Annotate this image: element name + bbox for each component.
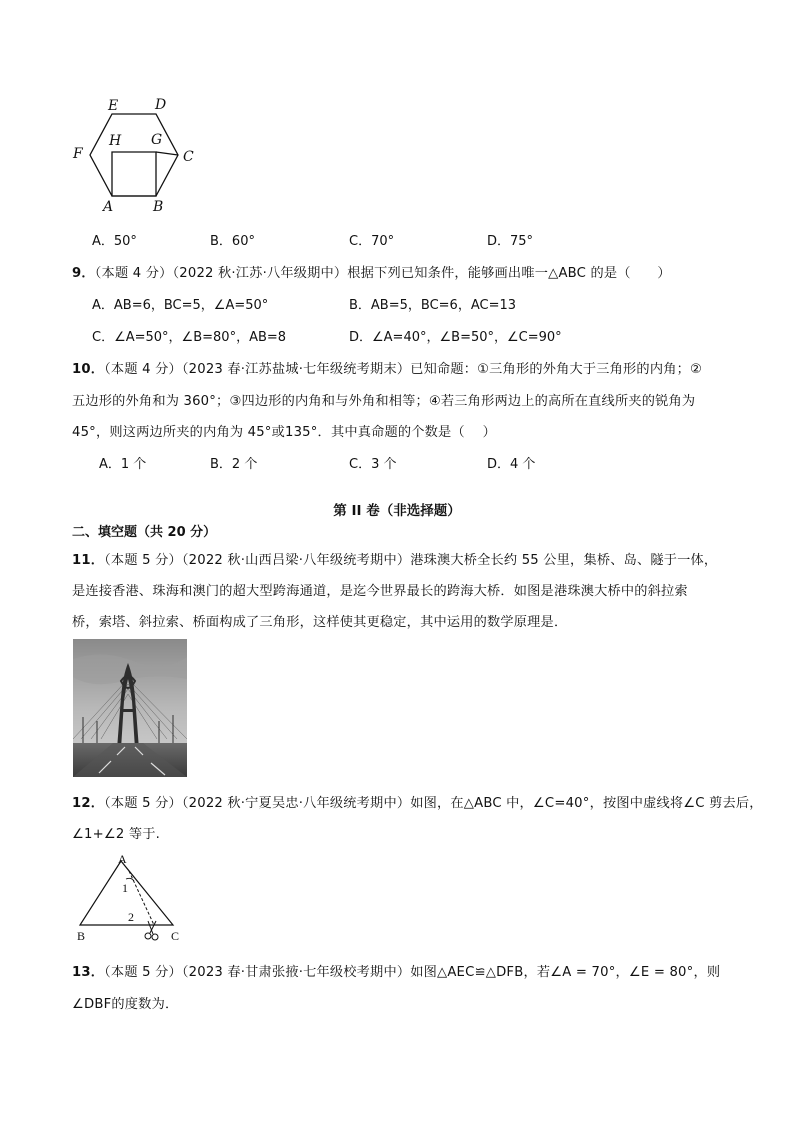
tri-label-c: C: [171, 929, 180, 943]
section-fill-in-heading: 二、填空题（共 20 分）: [72, 525, 217, 540]
square-shape: [112, 152, 156, 196]
q13-number: 13．: [72, 965, 105, 980]
q13-line-1: [72, 961, 720, 980]
q11-line-2: 是连接香港、珠海和澳门的超大型跨海通道，是迄今世界最长的跨海大桥．如图是港珠澳大桥中的斜拉索: [72, 584, 688, 599]
bridge-photo: [73, 639, 187, 777]
q10-option-b: B．2 个: [210, 457, 258, 472]
hexagon-shape: [90, 114, 178, 196]
q9-stem: [72, 262, 671, 281]
q8-option-d: D．75°: [487, 234, 534, 249]
q9-option-a: A．AB=6，BC=5，∠A=50°: [92, 298, 269, 313]
q9-option-d: D．∠A=40°，∠B=50°，∠C=90°: [349, 330, 562, 345]
q10-option-a: A．1 个: [99, 457, 147, 472]
q10-line-2: 五边形的外角和为 360°；③四边形的内角和与外角和相等；④若三角形两边上的高所在直线所夹的锐角为: [72, 394, 696, 409]
tri-label-a: A: [118, 852, 127, 866]
q11-number: 11．: [72, 553, 105, 568]
label-d: D: [155, 97, 167, 113]
label-g: G: [151, 132, 163, 148]
q8-option-b: B．60°: [210, 234, 255, 249]
q11-text-1: （本题 5 分）（2022 秋·山西吕梁·八年级统考期中）港珠澳大桥全长约 55 公里，集桥、岛、隧于一体，: [104, 553, 718, 568]
q10-line-1: [72, 358, 702, 377]
q13-text-1: （本题 5 分）（2023 春·甘肃张掖·七年级校考期中）如图△AEC≌△DFB，若∠A = 70°，∠E = 80°，则: [104, 965, 721, 980]
tri-label-2: 2: [128, 910, 134, 924]
label-c: C: [183, 149, 194, 165]
q9-number: 9．: [72, 266, 95, 281]
q12-line-1: [72, 792, 763, 811]
scissors-icon: [145, 921, 158, 940]
label-h: H: [109, 133, 122, 149]
tri-label-1: 1: [122, 881, 128, 895]
label-a: A: [103, 199, 114, 215]
q10-text-1: （本题 4 分）（2023 春·江苏盐城·七年级统考期末）已知命题：①三角形的外角大于三角形的内角；②: [104, 362, 703, 377]
label-e: E: [108, 98, 119, 114]
q12-number: 12．: [72, 796, 105, 811]
q8-option-c: C．70°: [349, 234, 395, 249]
q10-option-d: D．4 个: [487, 457, 536, 472]
q10-line-3: 45°，则这两边所夹的内角为 45°或135°．其中真命题的个数是（ ）: [72, 425, 496, 440]
q10-number: 10．: [72, 362, 105, 377]
q8-option-a: A．50°: [92, 234, 137, 249]
tri-label-b: B: [77, 929, 86, 943]
q12-text-1: （本题 5 分）（2022 秋·宁夏吴忠·八年级统考期中）如图，在△ABC 中，∠C=40°，按图中虚线将∠C 剪去后，: [104, 796, 763, 811]
q9-option-c: C．∠A=50°，∠B=80°，AB=8: [92, 330, 287, 345]
part-two-title: 第 II 卷（非选择题）: [333, 503, 461, 519]
q11-line-3: 桥，索塔、斜拉索、桥面构成了三角形，这样使其更稳定，其中运用的数学原理是．: [72, 615, 568, 630]
segment-gc: [156, 152, 178, 155]
q9-option-b: B．AB=5，BC=6，AC=13: [349, 298, 517, 313]
label-b: B: [153, 199, 164, 215]
q11-line-1: [72, 549, 717, 568]
q12-line-2: ∠1+∠2 等于.: [72, 827, 161, 842]
q13-line-2: ∠DBF的度数为．: [72, 997, 179, 1012]
q10-option-c: C．3 个: [349, 457, 397, 472]
q9-stem-text: （本题 4 分）（2022 秋·江苏·八年级期中）根据下列已知条件，能够画出唯一△ABC 的是（ ）: [94, 266, 671, 281]
label-f: F: [73, 146, 83, 162]
